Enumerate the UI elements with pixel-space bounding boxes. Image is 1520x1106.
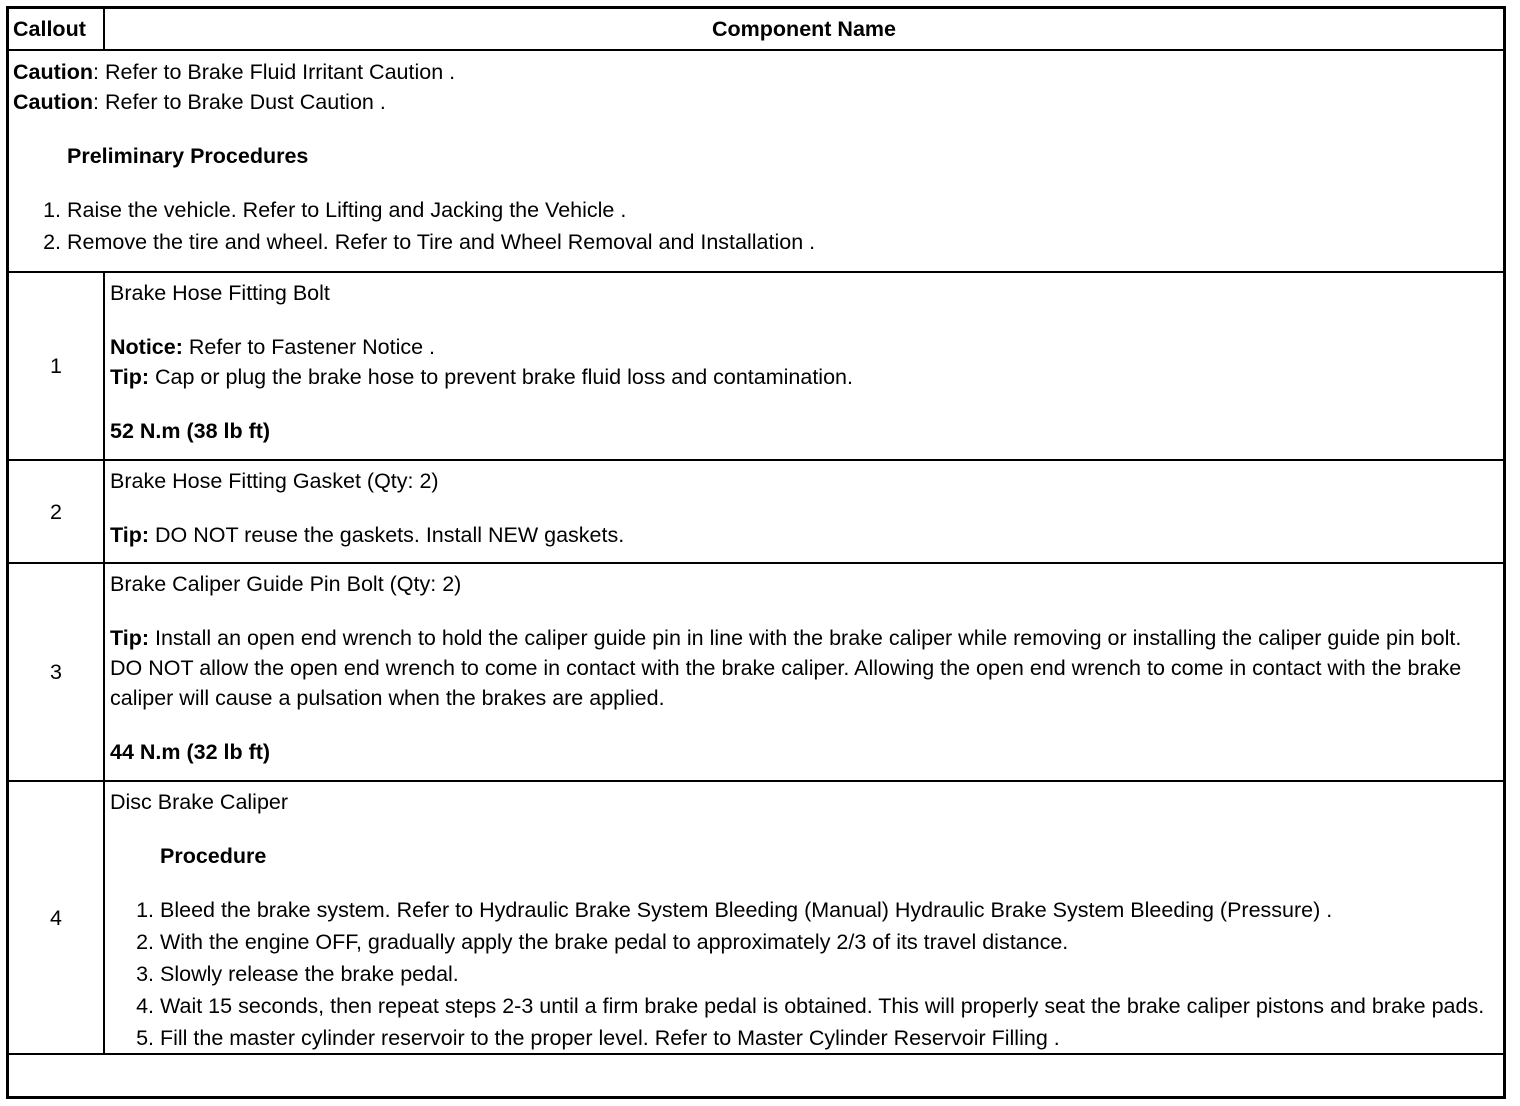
- component-name: Brake Hose Fitting Gasket (Qty: 2): [110, 469, 439, 493]
- tip-label: Tip:: [110, 626, 150, 650]
- caution-label: Caution: [13, 60, 94, 84]
- notice-text: Refer to Fastener Notice .: [182, 335, 436, 359]
- tip-label: Tip:: [110, 523, 150, 547]
- component-description: [104, 272, 1503, 460]
- component-name: Disc Brake Caliper: [110, 790, 289, 814]
- procedure-title: Procedure: [160, 844, 267, 868]
- torque-spec: 44 N.m (32 lb ft): [110, 740, 271, 764]
- component-table: [9, 9, 1503, 1055]
- caution-line: [13, 87, 1499, 117]
- table-header-row: [9, 9, 1503, 50]
- notice-line: [110, 332, 1497, 362]
- caution-label: Caution: [13, 90, 94, 114]
- callout-number: 1: [9, 272, 104, 460]
- component-description: [104, 781, 1503, 1054]
- tip-line: [110, 362, 1497, 392]
- intro-row: [9, 50, 1503, 272]
- notice-label: Notice:: [110, 335, 183, 359]
- component-table-frame: [6, 6, 1506, 1099]
- torque-spec: 52 N.m (38 lb ft): [110, 419, 271, 443]
- preliminary-procedures-title: Preliminary Procedures: [67, 144, 309, 168]
- component-name-column-header: Component Name: [104, 9, 1503, 50]
- caution-line: [13, 57, 1499, 87]
- tip-line: [110, 623, 1497, 713]
- tip-text: Cap or plug the brake hose to prevent brake fluid loss and contamination.: [149, 365, 853, 389]
- list-item: 5. Fill the master cylinder reservoir to the proper level. Refer to Master Cylinder Reservoir Filling .: [160, 1023, 1497, 1053]
- list-item: 1. Bleed the brake system. Refer to Hydraulic Brake System Bleeding (Manual) Hydraulic Brake System Bleeding (Pressure) .: [160, 895, 1497, 925]
- callout-number: 4: [9, 781, 104, 1054]
- intro-cell: [9, 50, 1503, 272]
- table-row: [9, 781, 1503, 1054]
- table-row: [9, 272, 1503, 460]
- component-description: [104, 563, 1503, 781]
- table-row: [9, 460, 1503, 563]
- callout-number: 2: [9, 460, 104, 563]
- list-item: 3. Slowly release the brake pedal.: [160, 959, 1497, 989]
- callout-column-header: Callout: [9, 9, 104, 50]
- preliminary-steps-list: [13, 195, 1499, 257]
- list-item: 4. Wait 15 seconds, then repeat steps 2-3 until a firm brake pedal is obtained. This will properly seat the brake caliper pistons and brake pads.: [160, 991, 1497, 1021]
- procedure-steps-list: [110, 895, 1497, 1053]
- tip-text: Install an open end wrench to hold the caliper guide pin in line with the brake caliper while removing or installing the caliper guide pin bolt. DO NOT allow the open end wrench to come in contact with the brake caliper. Allowing the open end wrench to come in contact with the brake caliper will cause a pulsation when the brakes are applied.: [110, 626, 1462, 710]
- tip-line: [110, 520, 1497, 550]
- component-name: Brake Caliper Guide Pin Bolt (Qty: 2): [110, 572, 462, 596]
- component-name: Brake Hose Fitting Bolt: [110, 281, 330, 305]
- callout-number: 3: [9, 563, 104, 781]
- list-item: 2. Remove the tire and wheel. Refer to Tire and Wheel Removal and Installation .: [67, 227, 1499, 257]
- table-row: [9, 563, 1503, 781]
- caution-text: : Refer to Brake Fluid Irritant Caution .: [93, 60, 456, 84]
- tip-text: DO NOT reuse the gaskets. Install NEW gaskets.: [149, 523, 625, 547]
- component-description: [104, 460, 1503, 563]
- tip-label: Tip:: [110, 365, 150, 389]
- caution-text: : Refer to Brake Dust Caution .: [93, 90, 386, 114]
- list-item: 1. Raise the vehicle. Refer to Lifting and Jacking the Vehicle .: [67, 195, 1499, 225]
- list-item: 2. With the engine OFF, gradually apply the brake pedal to approximately 2/3 of its travel distance.: [160, 927, 1497, 957]
